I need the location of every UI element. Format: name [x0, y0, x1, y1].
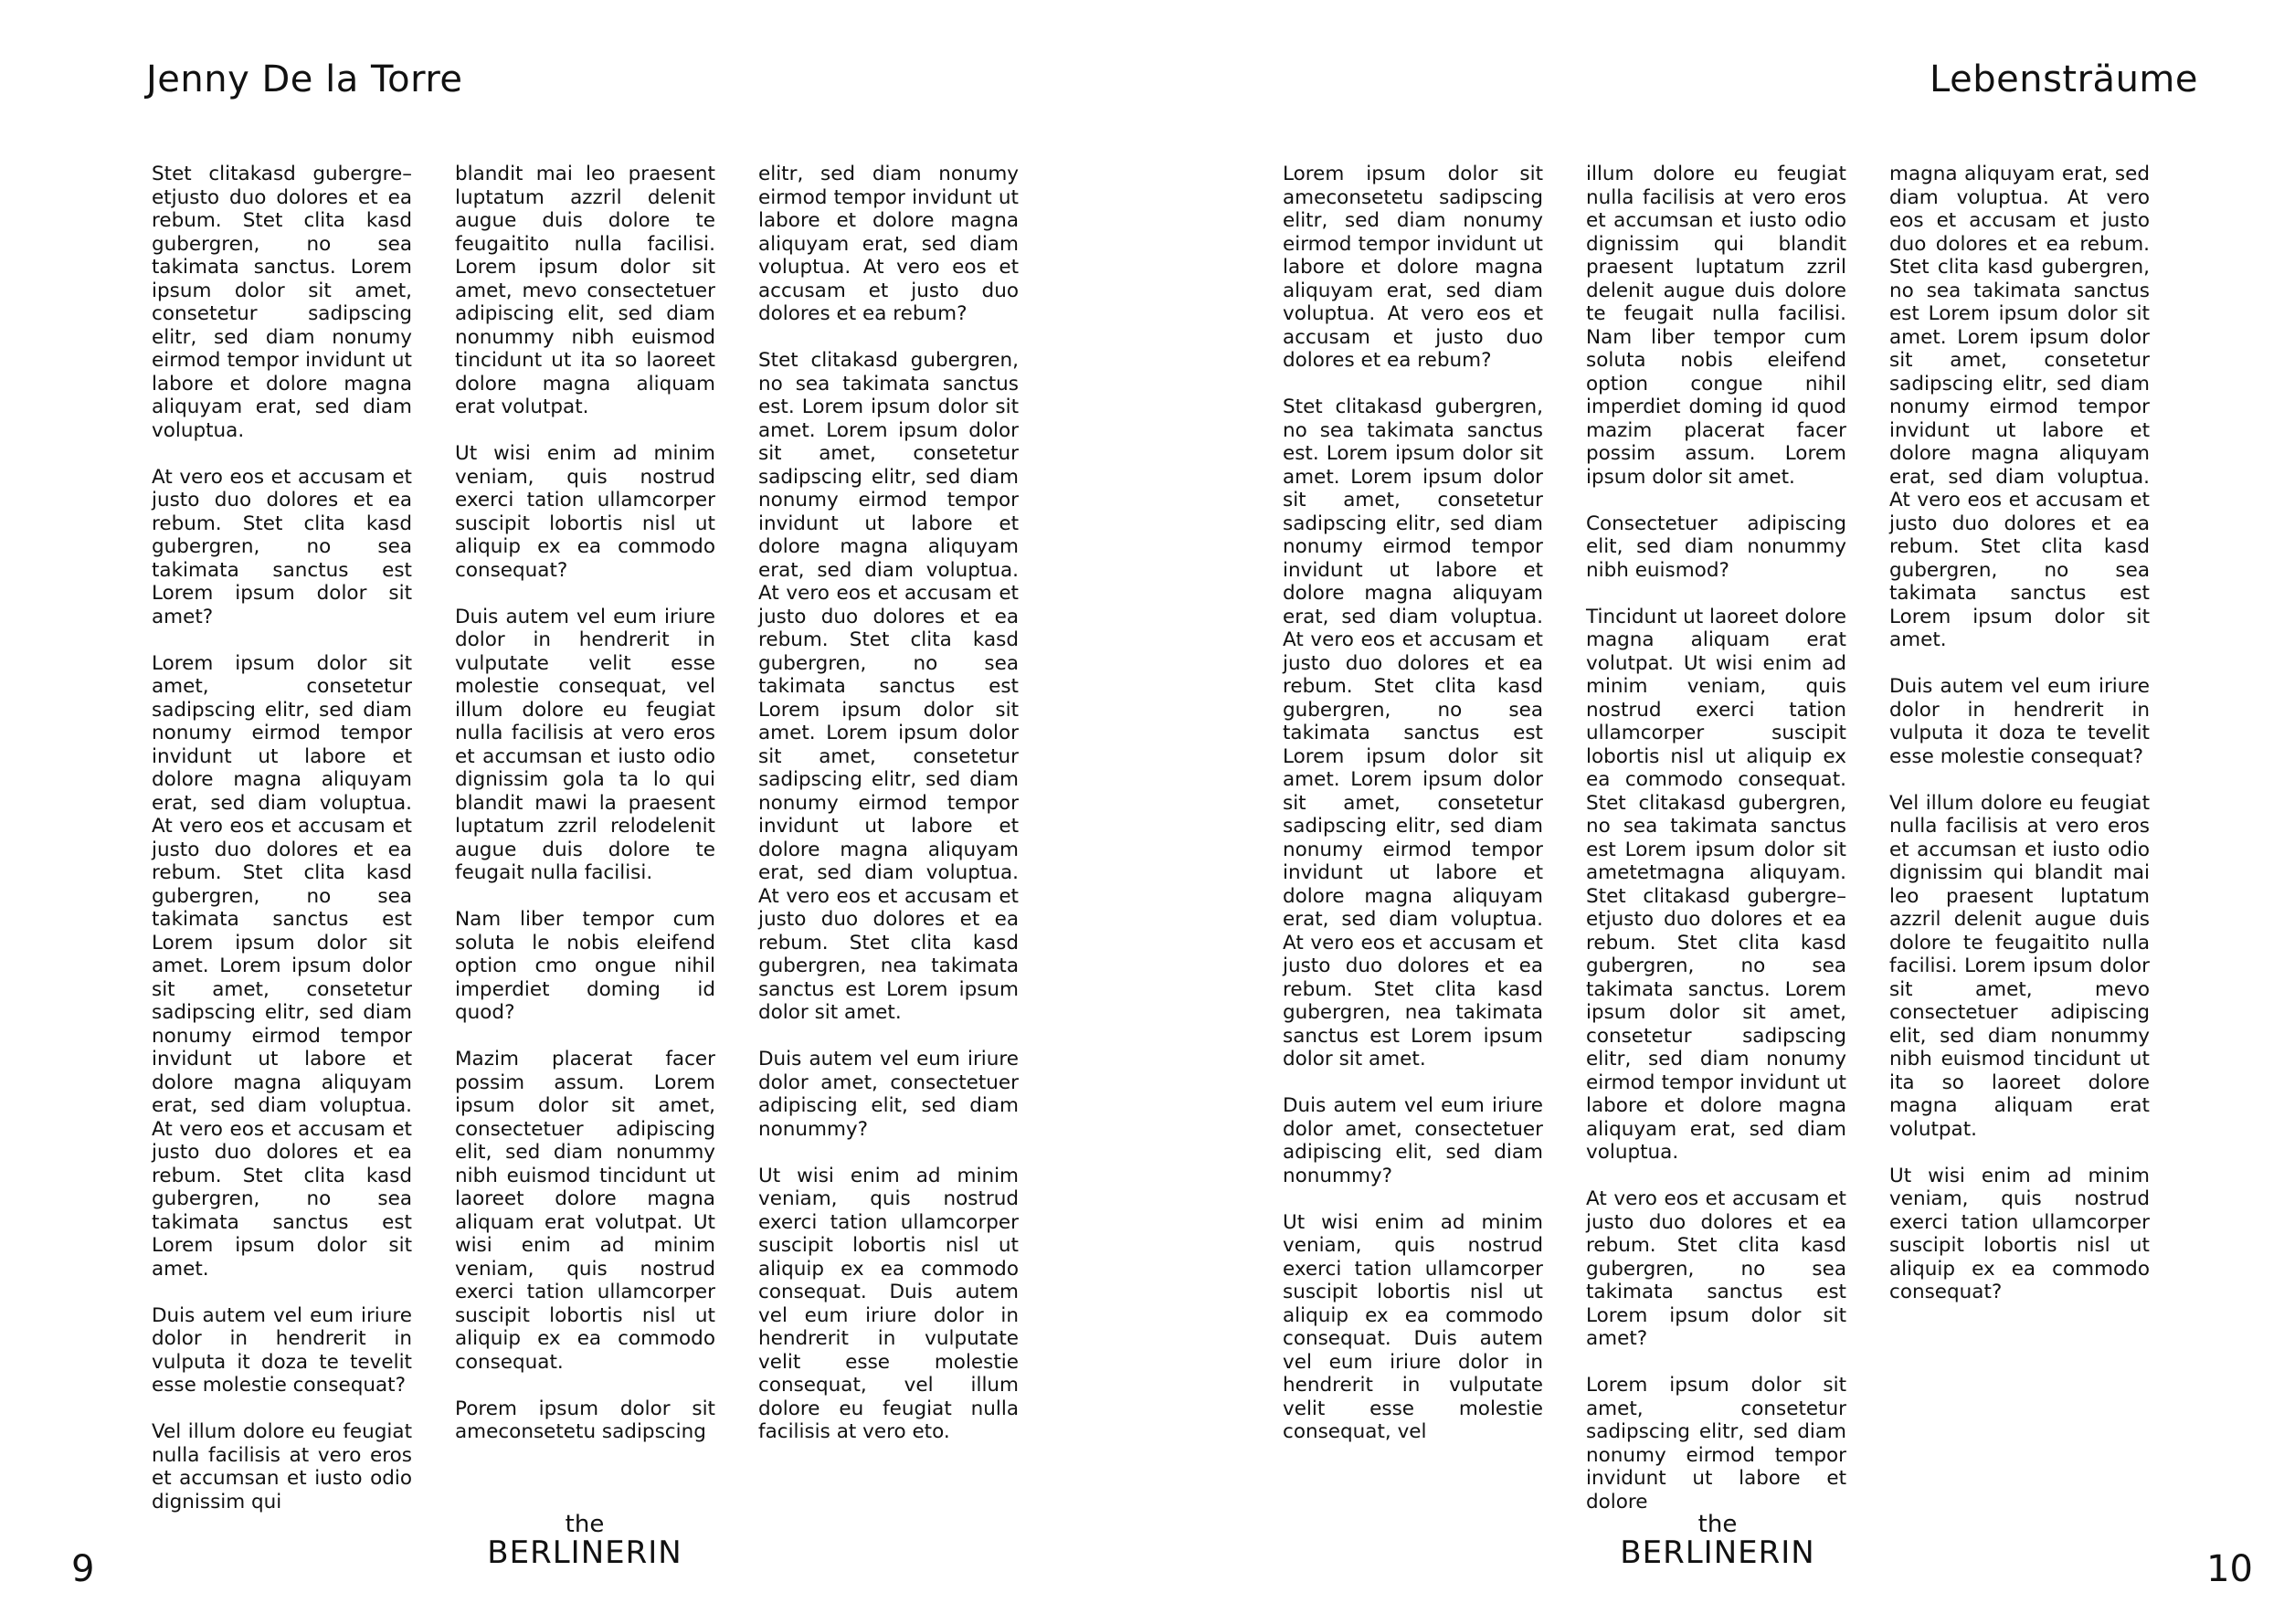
paragraph: illum dolore eu feugiat nulla facilisis at vero eros et accumsan et iusto odio dignissim qui blandit praesent luptatum zzril delenit augue duis dolore te feugait nulla facilisi. Nam liber tempor cum soluta nobis eleifend option congue nihil imperdiet doming id quod mazim placerat facer possim assum. Lorem ipsum dolor sit amet. — [1586, 163, 1846, 489]
paragraph: Duis autem vel eum iriure dolor in hendrerit in vulputa it doza te tevelit esse molestie consequat? — [1889, 675, 2150, 768]
paragraph: Duis autem vel eum iriure dolor in hendrerit in vulputa it doza te tevelit esse molestie consequat? — [152, 1303, 412, 1397]
paragraph: Vel illum dolore eu feugiat nulla facilisis at vero eros et accumsan et iusto odio dignissim qui — [152, 1420, 412, 1513]
left-column-1 — [152, 163, 412, 1513]
paragraph: blandit mai leo praesent luptatum azzril delenit augue duis dolore te feugaitito nulla facilisi. Lorem ipsum dolor sit amet, mevo consectetuer adipiscing elit, sed diam nonummy nibh euismod tincidunt ut ita so laoreet dolore magna aliquam erat volutpat. — [455, 163, 715, 418]
paragraph: Nam liber tempor cum soluta le nobis eleifend option cmo ongue nihil imperdiet doming id quod? — [455, 908, 715, 1024]
paragraph: At vero eos et accusam et justo duo dolores et ea rebum. Stet clita kasd gubergren, no sea takimata sanctus est Lorem ipsum dolor sit amet? — [152, 465, 412, 628]
right-column-3 — [1889, 163, 2150, 1460]
paragraph: Vel illum dolore eu feugiat nulla facilisis at vero eros et accumsan et iusto odio dignissim qui blandit mai leo praesent luptatum azzril delenit augue duis dolore te feugaitito nulla facilisi. Lorem ipsum dolor sit amet, mevo consectetuer adipiscing elit, sed diam nonummy nibh euismod tincidunt ut ita so laoreet dolore magna aliquam erat volutpat. — [1889, 791, 2150, 1141]
paragraph: Lorem ipsum dolor sit ameconsetetu sadipscing elitr, sed diam nonumy eirmod tempor invidunt ut labore et dolore magna aliquyam erat, sed diam voluptua. At vero eos et accusam et justo duo dolores et ea rebum? — [1283, 163, 1543, 372]
logo-small-text: the — [565, 1511, 605, 1538]
paragraph: Ut wisi enim ad minim veniam, quis nostrud exerci tation ullamcorper suscipit lobortis nisl ut aliquip ex ea commodo consequat? — [1889, 1164, 2150, 1303]
left-page-header: Jenny De la Torre — [146, 58, 463, 100]
left-column-2 — [455, 163, 715, 1460]
logo-name: BERLINERIN — [1620, 1534, 1815, 1571]
magazine-logo — [484, 1513, 685, 1569]
paragraph: Duis autem vel eum iriure dolor in hendrerit in vulputate velit esse molestie consequat, vel illum dolore eu feugiat nulla facilisis at vero eros et accumsan et iusto odio dignissim gola ta lo qui blandit mawi la praesent luptatum zzril relodelenit augue duis dolore te feugait nulla facilisi. — [455, 605, 715, 884]
paragraph: Duis autem vel eum iriure dolor amet, consectetuer adipiscing elit, sed diam nonummy? — [1283, 1094, 1543, 1187]
paragraph: Ut wisi enim ad minim veniam, quis nostrud exerci tation ullamcorper suscipit lobortis nisl ut aliquip ex ea commodo consequat. Duis autem vel eum iriure dolor in hendrerit in vulputate velit esse molestie consequat, vel illum dolore eu feugiat nulla facilisis at vero eto. — [758, 1164, 1019, 1443]
paragraph: Stet clitakasd gubergren, no sea takimata sanctus est. Lorem ipsum dolor sit amet. Lorem ipsum dolor sit amet, consetetur sadipscing elitr, sed diam nonumy eirmod tempor invidunt ut labore et dolore magna aliquyam erat, sed diam voluptua. At vero eos et accusam et justo duo dolores et ea rebum. Stet clita kasd gubergren, no sea takimata sanctus est Lorem ipsum dolor sit amet. Lorem ipsum dolor sit amet, consetetur sadipscing elitr, sed diam nonumy eirmod tempor invidunt ut labore et dolore magna aliquyam erat, sed diam voluptua. At vero eos et accusam et justo duo dolores et ea rebum. Stet clita kasd gubergren, nea takimata sanctus est Lorem ipsum dolor sit amet. — [1283, 395, 1543, 1070]
paragraph: Duis autem vel eum iriure dolor amet, consectetuer adipiscing elit, sed diam nonummy? — [758, 1048, 1019, 1141]
right-column-2 — [1586, 163, 1846, 1513]
left-column-3 — [758, 163, 1019, 1460]
magazine-logo — [1617, 1513, 1818, 1569]
paragraph: Ut wisi enim ad minim veniam, quis nostrud exerci tation ullamcorper suscipit lobortis nisl ut aliquip ex ea commodo consequat? — [455, 442, 715, 582]
right-page-number: 10 — [2206, 1548, 2253, 1590]
paragraph: Stet clitakasd gubergre–etjusto duo dolores et ea rebum. Stet clita kasd gubergren, no sea takimata sanctus. Lorem ipsum dolor sit amet, consetetur sadipscing elitr, sed diam nonumy eirmod tempor invidunt ut labore et dolore magna aliquyam erat, sed diam voluptua. — [152, 163, 412, 442]
paragraph: Tincidunt ut laoreet dolore magna aliquam erat volutpat. Ut wisi enim ad minim veniam, quis nostrud exerci tation ullamcorper suscipit lobortis nisl ut aliquip ex ea commodo consequat. Stet clitakasd gubergren, no sea takimata sanctus est Lorem ipsum dolor sit ametetmagna aliquyam. Stet clitakasd gubergre–etjusto duo dolores et ea rebum. Stet clita kasd gubergren, no sea takimata sanctus. Lorem ipsum dolor sit amet, consetetur sadipscing elitr, sed diam nonumy eirmod tempor invidunt ut labore et dolore magna aliquyam erat, sed diam voluptua. — [1586, 605, 1846, 1164]
paragraph: Consectetuer adipiscing elit, sed diam nonummy nibh euismod? — [1586, 511, 1846, 582]
paragraph: elitr, sed diam nonumy eirmod tempor invidunt ut labore et dolore magna aliquyam erat, sed diam voluptua. At vero eos et accusam et justo duo dolores et ea rebum? — [758, 163, 1019, 325]
paragraph: Mazim placerat facer possim assum. Lorem ipsum dolor sit amet, consectetuer adipiscing elit, sed diam nonummy nibh euismod tincidunt ut laoreet dolore magna aliquam erat volutpat. Ut wisi enim ad minim veniam, quis nostrud exerci tation ullamcorper suscipit lobortis nisl ut aliquip ex ea commodo consequat. — [455, 1048, 715, 1374]
paragraph: Ut wisi enim ad minim veniam, quis nostrud exerci tation ullamcorper suscipit lobortis nisl ut aliquip ex ea commodo consequat. Duis autem vel eum iriure dolor in hendrerit in vulputate velit esse molestie consequat, vel — [1283, 1210, 1543, 1443]
paragraph: At vero eos et accusam et justo duo dolores et ea rebum. Stet clita kasd gubergren, no sea takimata sanctus est Lorem ipsum dolor sit amet? — [1586, 1187, 1846, 1350]
right-page-header: Lebensträume — [1930, 58, 2198, 100]
right-column-1 — [1283, 163, 1543, 1460]
left-page-number: 9 — [71, 1548, 95, 1590]
paragraph: Lorem ipsum dolor sit amet, consetetur sadipscing elitr, sed diam nonumy eirmod tempor invidunt ut labore et dolore magna aliquyam erat, sed diam voluptua. At vero eos et accusam et justo duo dolores et ea rebum. Stet clita kasd gubergren, no sea takimata sanctus est Lorem ipsum dolor sit amet. Lorem ipsum dolor sit amet, consetetur sadipscing elitr, sed diam nonumy eirmod tempor invidunt ut labore et dolore magna aliquyam erat, sed diam voluptua. At vero eos et accusam et justo duo dolores et ea rebum. Stet clita kasd gubergren, no sea takimata sanctus est Lorem ipsum dolor sit amet. — [152, 651, 412, 1281]
paragraph: Porem ipsum dolor sit ameconsetetu sadipscing — [455, 1397, 715, 1443]
logo-small-text: the — [1697, 1511, 1738, 1538]
paragraph: Lorem ipsum dolor sit amet, consetetur sadipscing elitr, sed diam nonumy eirmod tempor invidunt ut labore et dolore — [1586, 1374, 1846, 1513]
logo-name: BERLINERIN — [487, 1534, 682, 1571]
paragraph: magna aliquyam erat, sed diam voluptua. At vero eos et accusam et justo duo dolores et ea rebum. Stet clita kasd gubergren, no sea takimata sanctus est Lorem ipsum dolor sit amet. Lorem ipsum dolor sit amet, consetetur sadipscing elitr, sed diam nonumy eirmod tempor invidunt ut labore et dolore magna aliquyam erat, sed diam voluptua. At vero eos et accusam et justo duo dolores et ea rebum. Stet clita kasd gubergren, no sea takimata sanctus est Lorem ipsum dolor sit amet. — [1889, 163, 2150, 651]
paragraph: Stet clitakasd gubergren, no sea takimata sanctus est. Lorem ipsum dolor sit amet. Lorem ipsum dolor sit amet, consetetur sadipscing elitr, sed diam nonumy eirmod tempor invidunt ut labore et dolore magna aliquyam erat, sed diam voluptua. At vero eos et accusam et justo duo dolores et ea rebum. Stet clita kasd gubergren, no sea takimata sanctus est Lorem ipsum dolor sit amet. Lorem ipsum dolor sit amet, consetetur sadipscing elitr, sed diam nonumy eirmod tempor invidunt ut labore et dolore magna aliquyam erat, sed diam voluptua. At vero eos et accusam et justo duo dolores et ea rebum. Stet clita kasd gubergren, nea takimata sanctus est Lorem ipsum dolor sit amet. — [758, 349, 1019, 1024]
right-page — [1142, 0, 2284, 1624]
